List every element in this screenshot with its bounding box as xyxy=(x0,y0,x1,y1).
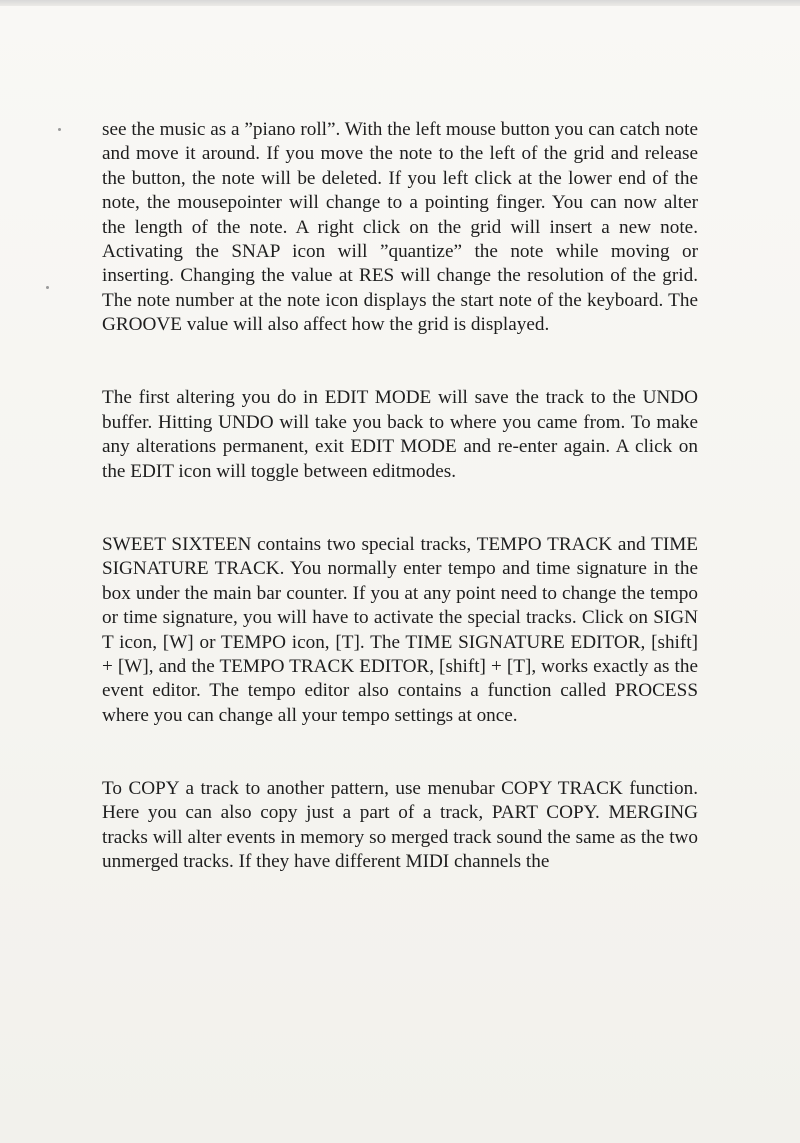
body-text xyxy=(102,118,698,875)
paragraph-piano-roll: see the music as a ”piano roll”. With the left mouse button you can catch note and move it around. If you move the note to the left of the grid and release the button, the note will be deleted. If you left click at the lower end of the note, the mousepointer will change to a pointing finger. You can now alter the length of the note. A right click on the grid will insert a new note. Activating the SNAP icon will ”quantize” the note while moving or inserting. Changing the value at RES will change the resolution of the grid. The note number at the note icon displays the start note of the keyboard. The GROOVE value will also affect how the grid is displayed. xyxy=(102,119,698,336)
scan-speck xyxy=(46,286,49,289)
paragraph-copy-track: To COPY a track to another pattern, use menubar COPY TRACK function. Here you can also copy just a part of a track, PART COPY. MERGING tracks will alter events in memory so merged track sound the same as the two unmerged tracks. If they have different MIDI channels the xyxy=(102,777,698,873)
paragraph-edit-mode: The first altering you do in EDIT MODE will save the track to the UNDO buffer. Hitting UNDO will take you back to where you came from. To make any alterations permanent, exit EDIT MODE and re-enter again. A click on the EDIT icon will toggle between editmodes. xyxy=(102,387,698,482)
paragraph-special-tracks: SWEET SIXTEEN contains two special tracks, TEMPO TRACK and TIME SIGNATURE TRACK. You normally enter tempo and time signature in the box under the main bar counter. If you at any point need to change the tempo or time signature, you will have to activate the special tracks. Click on SIGN T icon, [W] or TEMPO icon, [T]. The TIME SIGNATURE EDITOR, [shift] + [W], and the TEMPO TRACK EDITOR, [shift] + [T], works exactly as the event editor. The tempo editor also contains a function called PROCESS where you can change all your tempo settings at once. xyxy=(102,533,698,726)
page-top-edge xyxy=(0,0,800,6)
scan-speck xyxy=(58,128,61,131)
